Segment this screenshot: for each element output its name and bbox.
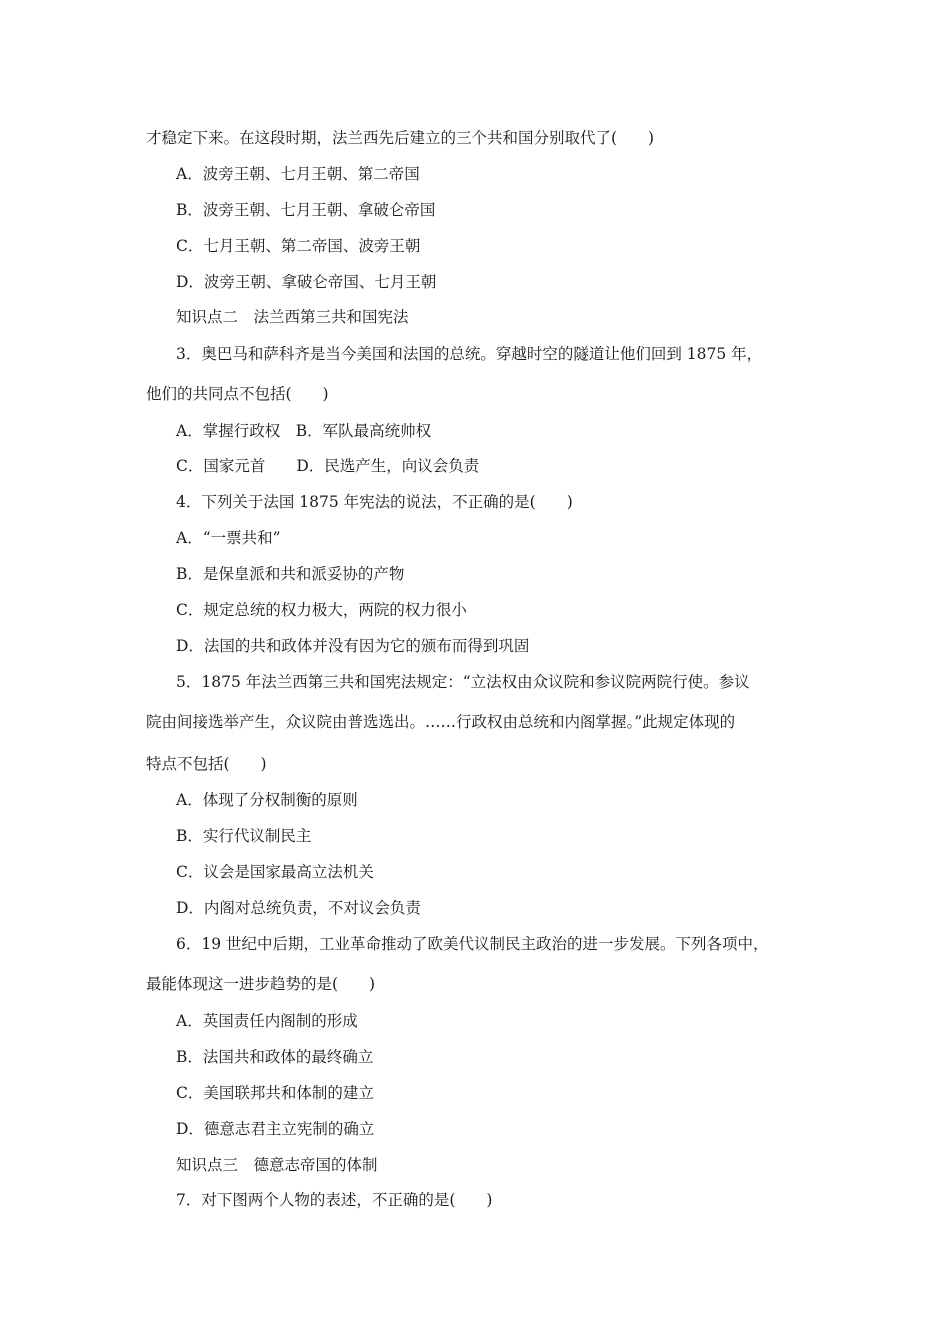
text-line: 最能体现这一进步趋势的是( ) bbox=[146, 975, 376, 993]
option-line: A．掌握行政权 B．军队最高统帅权 bbox=[176, 422, 432, 440]
option-line: D．波旁王朝、拿破仑帝国、七月王朝 bbox=[176, 273, 437, 291]
question-line: 5．1875 年法兰西第三共和国宪法规定：“立法权由众议院和参议院两院行使。参议 bbox=[176, 673, 750, 691]
text-line: 特点不包括( ) bbox=[146, 755, 267, 773]
option-line: A．英国责任内阁制的形成 bbox=[176, 1012, 358, 1030]
text-line: 院由间接选举产生，众议院由普选选出。……行政权由总统和内阁掌握。”此规定体现的 bbox=[146, 713, 736, 731]
option-line: D．内阁对总统负责，不对议会负责 bbox=[176, 899, 421, 917]
option-line: D．法国的共和政体并没有因为它的颁布而得到巩固 bbox=[176, 637, 530, 655]
text-line: 他们的共同点不包括( ) bbox=[146, 385, 329, 403]
option-line: C．议会是国家最高立法机关 bbox=[176, 863, 374, 881]
option-line: C．美国联邦共和体制的建立 bbox=[176, 1084, 374, 1102]
option-line: B．是保皇派和共和派妥协的产物 bbox=[176, 565, 405, 583]
option-line: A．“一票共和” bbox=[176, 529, 281, 547]
text-line: 才稳定下来。在这段时期，法兰西先后建立的三个共和国分别取代了( ) bbox=[146, 129, 655, 147]
option-line: C．国家元首 D．民选产生，向议会负责 bbox=[176, 457, 480, 475]
option-line: C．规定总统的权力极大，两院的权力很小 bbox=[176, 601, 467, 619]
option-line: A．波旁王朝、七月王朝、第二帝国 bbox=[176, 165, 420, 183]
question-line: 4．下列关于法国 1875 年宪法的说法，不正确的是( ) bbox=[176, 493, 573, 511]
option-line: B．实行代议制民主 bbox=[176, 827, 312, 845]
question-line: 7．对下图两个人物的表述，不正确的是( ) bbox=[176, 1191, 493, 1209]
section-heading: 知识点三 德意志帝国的体制 bbox=[176, 1156, 378, 1174]
option-line: B．波旁王朝、七月王朝、拿破仑帝国 bbox=[176, 201, 436, 219]
option-line: D．德意志君主立宪制的确立 bbox=[176, 1120, 375, 1138]
option-line: B．法国共和政体的最终确立 bbox=[176, 1048, 374, 1066]
section-heading: 知识点二 法兰西第三共和国宪法 bbox=[176, 308, 409, 326]
option-line: A．体现了分权制衡的原则 bbox=[176, 791, 358, 809]
option-line: C．七月王朝、第二帝国、波旁王朝 bbox=[176, 237, 421, 255]
question-line: 6．19 世纪中后期，工业革命推动了欧美代议制民主政治的进一步发展。下列各项中， bbox=[176, 935, 769, 953]
question-line: 3．奥巴马和萨科齐是当今美国和法国的总统。穿越时空的隧道让他们回到 1875 年， bbox=[176, 345, 763, 363]
